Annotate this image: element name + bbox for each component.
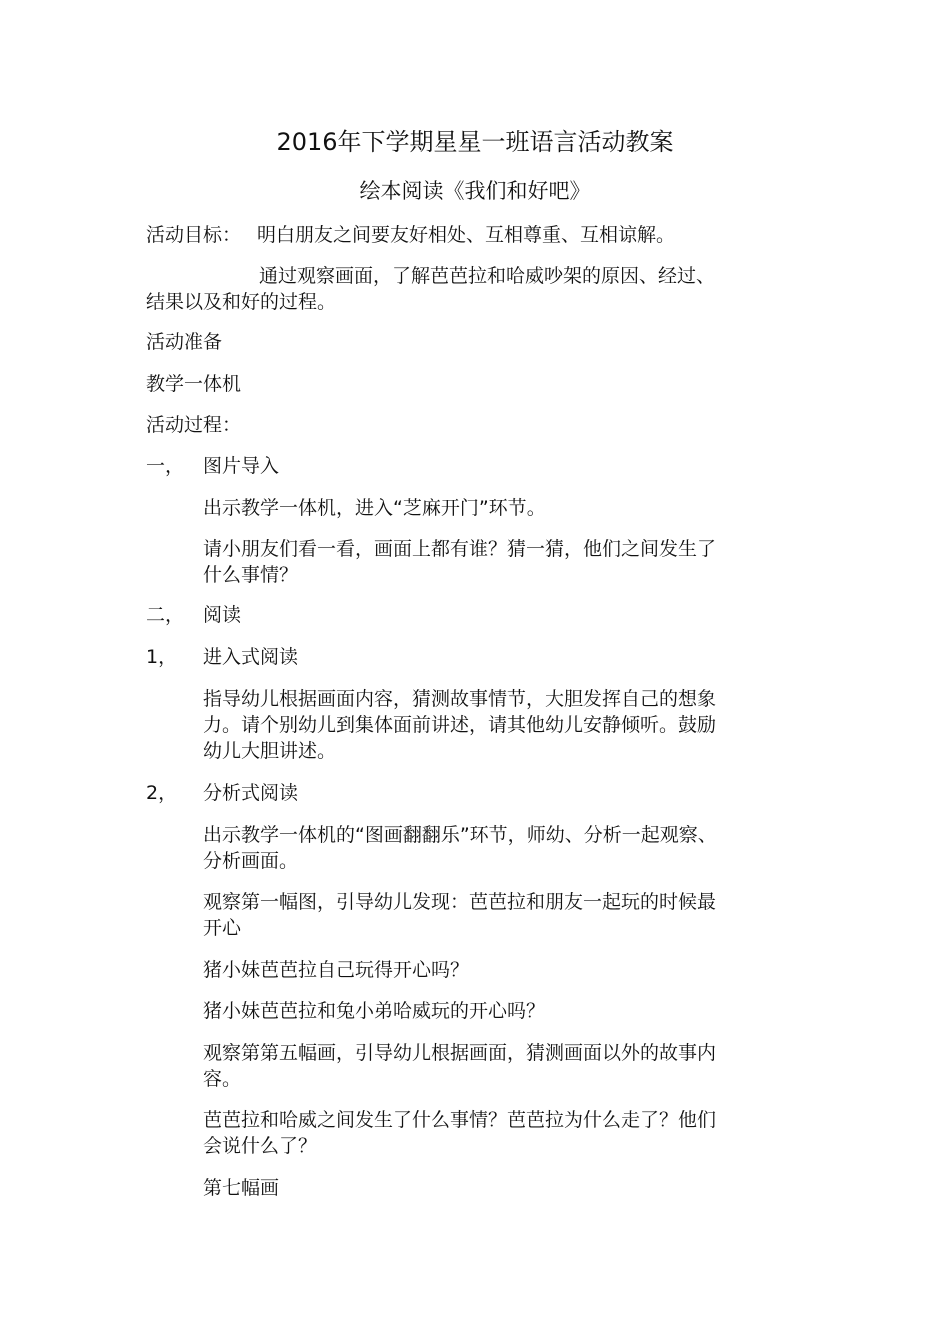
- paragraph-line: 会说什么了？: [203, 1135, 318, 1157]
- section-title: 阅读: [203, 604, 242, 626]
- paragraph-line: 芭芭拉和哈威之间发生了什么事情？芭芭拉为什么走了？他们: [203, 1109, 717, 1131]
- prep-heading: 活动准备: [146, 331, 223, 353]
- section-number: 2，: [146, 782, 178, 804]
- paragraph-line: 请小朋友们看一看，画面上都有谁？猜一猜，他们之间发生了: [203, 538, 717, 560]
- paragraph-line: 出示教学一体机的“图画翻翻乐”环节，师幼、分析一起观察、: [203, 824, 717, 846]
- section-number: 二，: [146, 604, 185, 626]
- paragraph-line: 观察第第五幅画，引导幼儿根据画面，猜测画面以外的故事内: [203, 1042, 717, 1064]
- paragraph-line: 什么事情？: [203, 564, 299, 586]
- goal-label: 活动目标：: [146, 224, 242, 246]
- paragraph-line: 猪小妹芭芭拉和兔小弟哈威玩的开心吗？: [203, 1000, 546, 1022]
- goal-text-line-1: 明白朋友之间要友好相处、互相尊重、互相谅解。: [257, 224, 676, 246]
- section-title: 图片导入: [203, 455, 280, 477]
- prep-item: 教学一体机: [146, 373, 242, 395]
- paragraph-line: 力。请个别幼儿到集体面前讲述，请其他幼儿安静倾听。鼓励: [203, 714, 717, 736]
- paragraph-line: 指导幼儿根据画面内容，猜测故事情节，大胆发挥自己的想象: [203, 688, 717, 710]
- process-heading: 活动过程：: [146, 414, 242, 436]
- paragraph-line: 容。: [203, 1068, 242, 1090]
- section-title: 进入式阅读: [203, 646, 299, 668]
- paragraph-line: 观察第一幅图，引导幼儿发现：芭芭拉和朋友一起玩的时候最: [203, 891, 717, 913]
- paragraph-line: 猪小妹芭芭拉自己玩得开心吗？: [203, 959, 470, 981]
- goal-text-line-3: 结果以及和好的过程。: [146, 291, 337, 313]
- paragraph-line: 第七幅画: [203, 1177, 280, 1199]
- document-title: 2016年下学期星星一班语言活动教案: [276, 128, 674, 156]
- section-number: 1，: [146, 646, 178, 668]
- paragraph-line: 开心: [203, 917, 242, 939]
- section-number: 一，: [146, 455, 185, 477]
- document-subtitle: 绘本阅读《我们和好吧》: [359, 179, 591, 203]
- paragraph-line: 幼儿大胆讲述。: [203, 740, 337, 762]
- paragraph-line: 出示教学一体机，进入“芝麻开门”环节。: [203, 497, 546, 519]
- section-title: 分析式阅读: [203, 782, 299, 804]
- paragraph-line: 分析画面。: [203, 850, 299, 872]
- goal-text-line-2: 通过观察画面，了解芭芭拉和哈威吵架的原因、经过、: [259, 265, 716, 287]
